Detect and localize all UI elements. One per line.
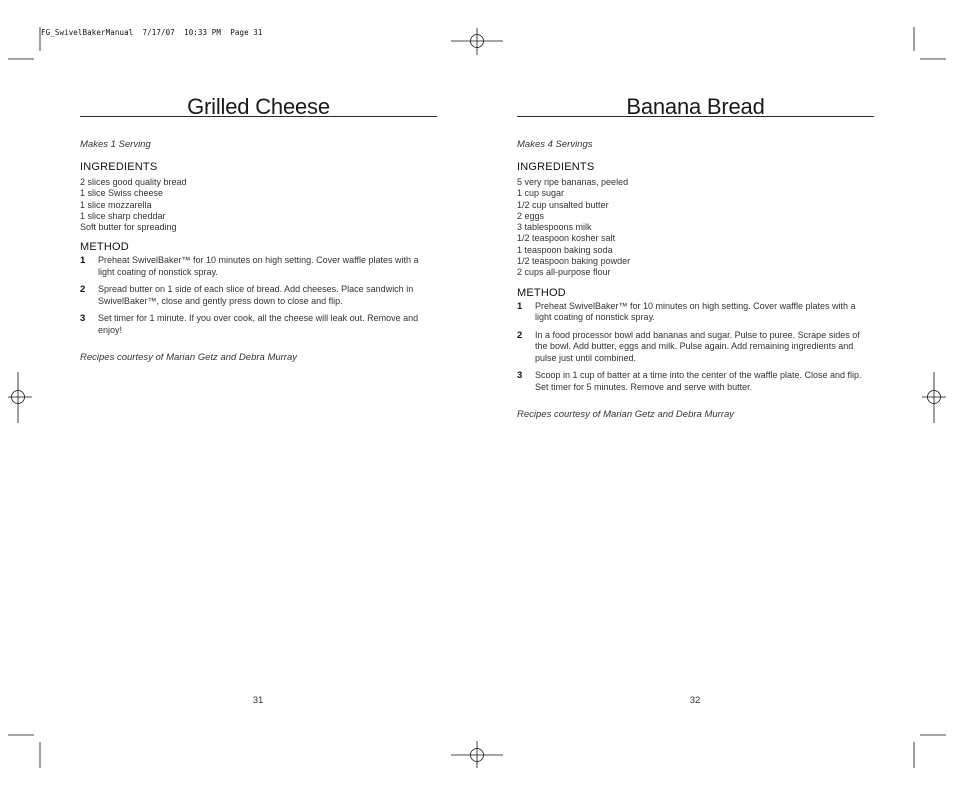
- servings-note: Makes 1 Serving: [80, 139, 151, 150]
- page-number-left: 31: [252, 695, 264, 706]
- method-step: [80, 255, 437, 278]
- ingredient-item: 3 tablespoons milk: [517, 222, 592, 233]
- method-steps: [80, 255, 437, 336]
- method-step: [80, 284, 437, 307]
- ingredients-heading: INGREDIENTS: [517, 161, 595, 173]
- ingredients-heading: INGREDIENTS: [80, 161, 158, 173]
- step-text: Spread butter on 1 side of each slice of bread. Add cheeses. Place sandwich in SwivelBaker™, close and gently press down to close and flip.: [98, 284, 414, 306]
- step-number: 2: [80, 284, 86, 296]
- ingredient-item: 2 cups all-purpose flour: [517, 267, 611, 278]
- method-steps: [517, 301, 874, 394]
- ingredient-item: 1 slice mozzarella: [80, 199, 152, 210]
- step-number: 2: [517, 329, 523, 341]
- ingredient-item: 1 slice Swiss cheese: [80, 188, 164, 199]
- recipe-credit: Recipes courtesy of Marian Getz and Debra Murray: [80, 352, 298, 364]
- registration-mark-top: [451, 28, 503, 55]
- recipe-credit: Recipes courtesy of Marian Getz and Debra Murray: [517, 409, 735, 421]
- ingredient-item: Soft butter for spreading: [80, 222, 177, 233]
- step-number: 3: [80, 313, 86, 325]
- page-number-right: 32: [689, 695, 701, 706]
- ingredients-list: [80, 177, 437, 233]
- ingredient-item: 2 eggs: [517, 210, 545, 221]
- method-step: [517, 301, 874, 324]
- registration-mark-left: [8, 372, 32, 423]
- recipe-page-grilled-cheese: [80, 94, 437, 364]
- method-heading: METHOD: [80, 241, 129, 254]
- step-text: Preheat SwivelBaker™ for 10 minutes on high setting. Cover waffle plates with a light coating of nonstick spray.: [535, 300, 856, 323]
- ingredient-item: 5 very ripe bananas, peeled: [517, 177, 629, 187]
- registration-mark-bottom: [451, 741, 503, 768]
- step-number: 3: [517, 370, 523, 382]
- ingredient-item: 1 slice sharp cheddar: [80, 210, 166, 221]
- step-text: Preheat SwivelBaker™ for 10 minutes on high setting. Cover waffle plates with a light coating of nonstick spray.: [98, 255, 419, 277]
- method-step: [517, 330, 874, 365]
- step-text: Set timer for 1 minute. If you over cook, all the cheese will leak out. Remove and enjoy!: [98, 313, 419, 335]
- ingredient-item: 2 slices good quality bread: [80, 177, 187, 187]
- method-step: [517, 370, 874, 393]
- ingredient-item: 1/2 teaspoon baking powder: [517, 256, 631, 267]
- recipe-page-banana-bread: [517, 94, 874, 421]
- recipe-title: Grilled Cheese: [187, 94, 330, 119]
- ingredient-item: 1 cup sugar: [517, 188, 565, 199]
- servings-note: Makes 4 Servings: [517, 139, 593, 150]
- ingredient-item: 1/2 teaspoon kosher salt: [517, 233, 616, 244]
- recipe-title: Banana Bread: [626, 94, 765, 119]
- ingredients-list: [517, 177, 874, 279]
- printer-slug: FG_SwivelBakerManual 7/17/07 10:33 PM Page 31: [41, 28, 263, 37]
- ingredient-item: 1 teaspoon baking soda: [517, 244, 613, 255]
- step-text: In a food processor bowl add bananas and sugar. Pulse to puree. Scrape sides of the bowl. Add butter, eggs and milk. Pulse again. Add remaining ingredients and pulse just until combined.: [535, 329, 860, 363]
- step-number: 1: [80, 255, 86, 267]
- step-number: 1: [517, 300, 523, 312]
- registration-mark-right: [922, 372, 946, 423]
- method-heading: METHOD: [517, 286, 566, 299]
- step-text: Scoop in 1 cup of batter at a time into the center of the waffle plate. Close and flip. Set timer for 5 minutes. Remove and serve with butter.: [535, 370, 862, 392]
- ingredient-item: 1/2 cup unsalted butter: [517, 199, 609, 210]
- method-step: [80, 313, 437, 336]
